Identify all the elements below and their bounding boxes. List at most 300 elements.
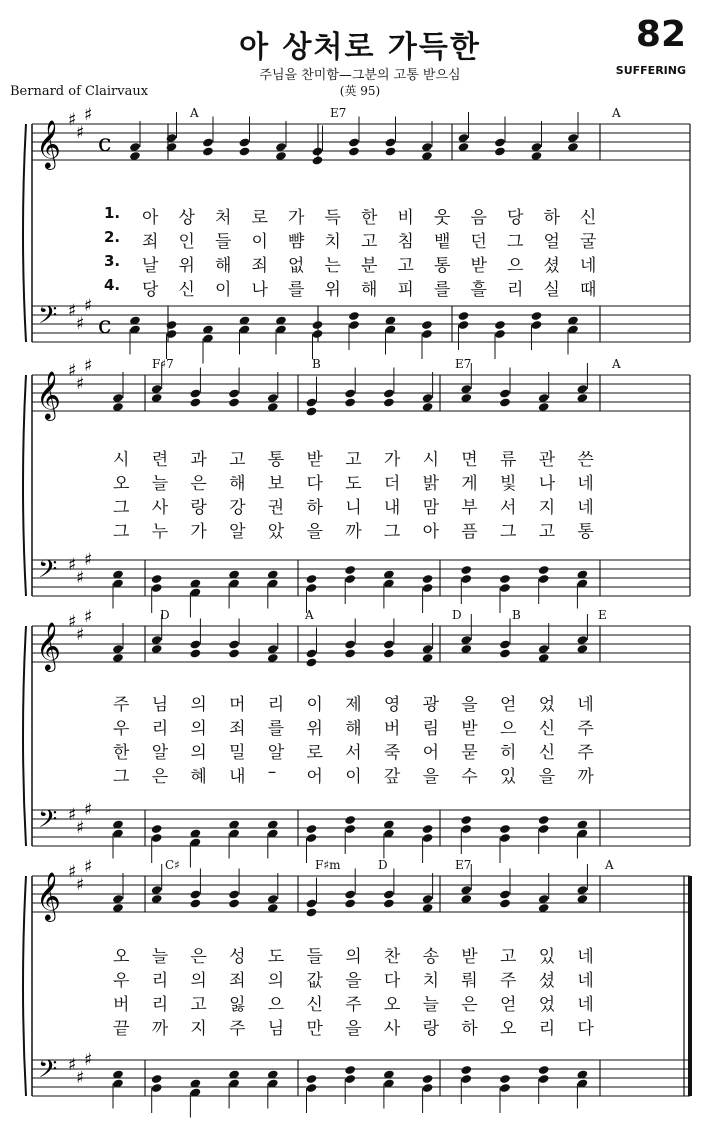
lyric-syllable: 던	[470, 232, 487, 252]
bass-clef-icon: 𝄢	[38, 805, 58, 840]
lyric-syllable: 위	[178, 256, 195, 276]
lyric-syllable: 치	[422, 971, 440, 991]
key-signature-sharp: ♯	[76, 314, 85, 334]
lyric-syllable: 의	[190, 719, 207, 739]
lyric-syllable: 쓴	[577, 450, 594, 470]
note-head	[151, 1083, 163, 1093]
lyric-syllable: 의	[190, 971, 207, 991]
lyric-syllable: 은	[461, 995, 478, 1015]
note-head	[499, 583, 511, 593]
note-head	[306, 583, 318, 593]
lyric-syllable: 우	[113, 719, 130, 739]
note-head	[460, 574, 472, 584]
note-head	[499, 889, 511, 899]
note-head	[306, 898, 318, 908]
note-head	[383, 388, 395, 398]
lyric-syllable: 리	[151, 971, 169, 991]
note-head	[306, 833, 318, 843]
note-head	[344, 815, 356, 825]
lyric-syllable: 뱉	[434, 232, 451, 252]
hymn-category: SUFFERING	[615, 64, 686, 77]
lyric-syllable: 관	[538, 450, 556, 470]
lyric-syllable: 고	[345, 450, 362, 470]
lyric-syllable: 얻	[500, 695, 517, 715]
key-signature-sharp: ♯	[76, 875, 85, 895]
lyric-syllable: 득	[324, 208, 341, 228]
lyric-syllable: 처	[215, 208, 232, 228]
note-head	[348, 146, 360, 156]
lyric-syllable: 의	[190, 695, 207, 715]
lyric-syllable: 주	[113, 695, 130, 715]
note-head	[499, 639, 511, 649]
lyric-syllable: 주	[229, 1019, 246, 1039]
lyric-syllable: 갚	[383, 767, 401, 787]
note-head	[499, 574, 511, 584]
lyric-syllable: 신	[538, 743, 556, 763]
note-head	[460, 1065, 472, 1075]
lyric-syllable: 을	[306, 522, 323, 542]
lyric-syllable: 강	[229, 498, 246, 518]
lyric-syllable: 한	[361, 208, 378, 228]
lyric-syllable: 밝	[422, 474, 440, 494]
lyric-syllable: 신	[580, 208, 597, 228]
lyric-syllable: 받	[306, 450, 323, 470]
lyric-syllable: 침	[397, 232, 414, 252]
chord-symbol: D	[452, 608, 462, 622]
brace	[23, 375, 26, 596]
chord-symbol: A	[190, 106, 199, 120]
lyric-syllable: 고	[397, 256, 414, 276]
note-head	[189, 397, 201, 407]
note-head	[228, 898, 240, 908]
note-head	[306, 648, 318, 658]
lyric-syllable: 날	[142, 256, 159, 276]
note-head	[228, 388, 240, 398]
lyric-syllable: 보	[267, 474, 285, 494]
lyric-syllable: 다	[577, 1019, 594, 1039]
lyric-syllable: 빛	[500, 474, 517, 494]
note-head	[499, 648, 511, 658]
chord-symbol: E7	[455, 357, 472, 371]
lyric-syllable: 고	[190, 995, 207, 1015]
note-head	[460, 824, 472, 834]
lyric-syllable: 광	[422, 695, 440, 715]
note-head	[348, 320, 360, 330]
lyric-syllable: 성	[229, 947, 246, 967]
note-head	[306, 406, 318, 416]
key-signature-sharp: ♯	[84, 607, 93, 627]
lyric-syllable: 더	[383, 474, 401, 494]
bass-clef-icon: 𝄢	[38, 301, 58, 336]
note-head	[344, 648, 356, 658]
note-head	[422, 1074, 434, 1084]
lyric-syllable: 니	[345, 498, 362, 518]
lyric-syllable: 로	[306, 743, 323, 763]
lyric-syllable: 부	[461, 498, 478, 518]
lyric-syllable: 오	[383, 995, 401, 1015]
lyric-syllable: 까	[577, 767, 594, 787]
lyric-syllable: 받	[470, 256, 487, 276]
note-head	[499, 1074, 511, 1084]
lyric-syllable: 웃	[434, 208, 451, 228]
note-head	[422, 833, 434, 843]
lyric-syllable: 랑	[422, 1019, 440, 1039]
lyric-syllable: 오	[113, 947, 130, 967]
lyric-syllable: 죄	[229, 971, 246, 991]
note-head	[494, 146, 506, 156]
lyric-syllable: 통	[267, 450, 285, 470]
lyric-syllable: 네	[577, 971, 594, 991]
lyric-syllable: 은	[190, 947, 207, 967]
lyric-syllable: 신	[538, 719, 556, 739]
lyric-syllable: 히	[500, 743, 517, 763]
lyric-syllable: 까	[151, 1019, 169, 1039]
hymn-title: 아 상처로 가득한	[239, 30, 481, 65]
note-head	[312, 329, 324, 339]
key-signature-sharp: ♯	[84, 800, 93, 820]
key-signature-sharp: ♯	[68, 110, 77, 130]
lyric-syllable: 님	[267, 1019, 285, 1039]
lyric-syllable: 사	[383, 1019, 401, 1039]
note-head	[422, 583, 434, 593]
lyric-syllable: 랑	[190, 498, 207, 518]
lyric-syllable: 지	[538, 498, 556, 518]
lyric-syllable: 의	[190, 743, 207, 763]
lyric-syllable: 리	[538, 1019, 556, 1039]
lyric-syllable: 고	[538, 522, 556, 542]
note-head	[460, 815, 472, 825]
lyric-syllable: 버	[383, 719, 401, 739]
lyric-syllable: 네	[577, 498, 594, 518]
treble-clef-icon: 𝄞	[36, 119, 61, 168]
note-head	[189, 388, 201, 398]
lyric-syllable: 었	[538, 995, 556, 1015]
lyric-syllable: 늘	[151, 947, 169, 967]
lyric-syllable: 해	[361, 280, 378, 300]
lyric-syllable: 찬	[383, 947, 401, 967]
lyric-syllable: 를	[288, 280, 305, 300]
chord-symbol: A	[605, 858, 614, 872]
note-head	[189, 639, 201, 649]
lyric-syllable: 신	[306, 995, 323, 1015]
note-head	[306, 574, 318, 584]
lyric-syllable: 값	[306, 971, 323, 991]
lyric-syllable: 네	[577, 947, 594, 967]
key-signature-sharp: ♯	[68, 862, 77, 882]
note-head	[306, 657, 318, 667]
chord-symbol: A	[612, 106, 621, 120]
key-signature-sharp: ♯	[76, 568, 85, 588]
chord-symbol: E	[598, 608, 607, 622]
lyric-syllable: 해	[345, 719, 362, 739]
hymn-author: Bernard of Clairvaux	[10, 84, 149, 99]
note-head	[422, 574, 434, 584]
lyric-syllable: 었	[538, 695, 556, 715]
note-head	[306, 907, 318, 917]
lyric-syllable: 내	[383, 498, 401, 518]
lyric-syllable: 하	[306, 498, 323, 518]
lyric-syllable: 당	[507, 208, 524, 228]
lyric-syllable: 밀	[229, 743, 246, 763]
note-head	[202, 146, 214, 156]
lyric-syllable: 이	[251, 232, 268, 252]
note-head	[422, 1083, 434, 1093]
note-head	[344, 889, 356, 899]
lyric-syllable: 리	[151, 995, 169, 1015]
lyric-syllable: 이	[306, 695, 323, 715]
chord-symbol: A	[612, 357, 621, 371]
note-head	[538, 824, 550, 834]
verse-number: 3.	[104, 252, 121, 270]
chord-symbol: B	[512, 608, 521, 622]
chord-symbol: D	[160, 608, 170, 622]
lyric-syllable: 까	[345, 522, 362, 542]
key-signature-sharp: ♯	[68, 805, 77, 825]
note-head	[202, 137, 214, 147]
lyric-syllable: 아	[142, 208, 159, 228]
lyric-syllable: 를	[434, 280, 451, 300]
bass-clef-icon: 𝄢	[38, 555, 58, 590]
note-head	[460, 1074, 472, 1084]
note-head	[166, 329, 178, 339]
key-signature-sharp: ♯	[68, 612, 77, 632]
lyric-syllable: 네	[580, 256, 597, 276]
time-signature: c	[98, 311, 112, 339]
hymn-subtitle: 주님을 찬미함—그분의 고통 받으심	[259, 68, 461, 83]
note-head	[383, 889, 395, 899]
lyric-syllable: 서	[345, 743, 362, 763]
lyric-syllable: 주	[577, 719, 594, 739]
key-signature-sharp: ♯	[68, 301, 77, 321]
note-head	[385, 146, 397, 156]
chord-symbol: E7	[330, 106, 347, 120]
lyric-syllable: 알	[151, 743, 169, 763]
lyric-syllable: 비	[397, 208, 414, 228]
lyric-syllable: 지	[190, 1019, 207, 1039]
lyric-syllable: 고	[361, 232, 378, 252]
lyric-syllable: 피	[397, 280, 414, 300]
hymn-number: 82	[635, 14, 686, 55]
lyric-syllable: 혜	[190, 767, 207, 787]
lyric-syllable: 주	[577, 743, 594, 763]
treble-clef-icon: 𝄞	[36, 370, 61, 419]
note-head	[499, 824, 511, 834]
key-signature-sharp: ♯	[84, 296, 93, 316]
key-signature-sharp: ♯	[84, 356, 93, 376]
lyric-syllable: 오	[113, 474, 130, 494]
lyric-syllable: 픔	[461, 522, 478, 542]
lyric-syllable: 있	[500, 767, 517, 787]
verse-number: 1.	[104, 204, 121, 222]
lyric-syllable: 리	[267, 695, 285, 715]
key-signature-sharp: ♯	[84, 550, 93, 570]
lyric-syllable: 굴	[580, 232, 597, 252]
note-head	[383, 397, 395, 407]
lyric-syllable: 이	[215, 280, 232, 300]
note-head	[383, 639, 395, 649]
note-head	[538, 815, 550, 825]
lyric-syllable: 내	[229, 767, 246, 787]
note-head	[151, 833, 163, 843]
chord-symbol: D	[378, 858, 388, 872]
lyric-syllable: 아	[422, 522, 440, 542]
lyric-syllable: 서	[500, 498, 517, 518]
note-head	[306, 397, 318, 407]
lyric-syllable: 를	[267, 719, 285, 739]
lyric-syllable: 우	[113, 971, 130, 991]
lyric-syllable: 도	[345, 474, 362, 494]
lyric-syllable: 리	[507, 280, 524, 300]
key-signature-sharp: ♯	[76, 1068, 85, 1088]
note-head	[344, 639, 356, 649]
lyric-syllable: 그	[500, 522, 517, 542]
lyric-syllable: 하	[543, 208, 560, 228]
chord-symbol: A	[305, 608, 314, 622]
lyric-syllable: 흘	[470, 280, 487, 300]
lyric-syllable: 어	[306, 767, 323, 787]
lyric-syllable: 그	[507, 232, 524, 252]
lyric-syllable: 권	[267, 498, 285, 518]
note-head	[151, 1074, 163, 1084]
lyric-syllable: 신	[178, 280, 195, 300]
lyric-syllable: 오	[500, 1019, 517, 1039]
note-head	[239, 146, 251, 156]
verse-number: 4.	[104, 276, 121, 294]
note-head	[344, 388, 356, 398]
key-signature-sharp: ♯	[76, 374, 85, 394]
note-head	[344, 1065, 356, 1075]
key-signature-sharp: ♯	[84, 857, 93, 877]
note-head	[344, 1074, 356, 1084]
lyric-syllable: 묻	[461, 743, 478, 763]
note-head	[151, 583, 163, 593]
lyric-syllable: 나	[538, 474, 556, 494]
lyric-syllable: 들	[306, 947, 323, 967]
lyric-syllable: 잃	[229, 995, 246, 1015]
treble-clef-icon: 𝄞	[36, 621, 61, 670]
note-head	[538, 1074, 550, 1084]
note-head	[531, 311, 543, 321]
lyric-syllable: 으	[267, 995, 285, 1015]
lyric-syllable: 이	[345, 767, 362, 787]
verse-number: 2.	[104, 228, 121, 246]
note-head	[189, 648, 201, 658]
lyric-syllable: 으	[500, 719, 517, 739]
lyric-syllable: 통	[577, 522, 594, 542]
note-head	[458, 311, 470, 321]
note-head	[312, 146, 324, 156]
note-head	[344, 565, 356, 575]
lyric-syllable: 의	[345, 947, 362, 967]
note-head	[306, 1083, 318, 1093]
lyric-syllable: 통	[434, 256, 451, 276]
chord-symbol: F♯m	[315, 858, 341, 872]
note-head	[494, 137, 506, 147]
chord-symbol: E7	[455, 858, 472, 872]
lyric-syllable: 알	[267, 743, 285, 763]
lyric-syllable: 시	[422, 450, 440, 470]
lyric-syllable: 만	[306, 1019, 323, 1039]
brace	[23, 876, 26, 1096]
note-head	[228, 397, 240, 407]
lyric-syllable: 어	[422, 743, 440, 763]
note-head	[228, 889, 240, 899]
lyric-syllable: 게	[461, 474, 478, 494]
lyric-syllable: 셨	[538, 971, 556, 991]
lyric-syllable: 과	[190, 450, 207, 470]
note-head	[538, 565, 550, 575]
lyric-syllable: 련	[151, 450, 169, 470]
lyric-syllable: 위	[324, 280, 341, 300]
note-head	[383, 898, 395, 908]
lyric-syllable: 상	[178, 208, 195, 228]
lyric-syllable: 았	[267, 522, 285, 542]
lyric-syllable: 그	[113, 767, 130, 787]
note-head	[499, 1083, 511, 1093]
note-head	[344, 574, 356, 584]
lyric-syllable: 고	[229, 450, 246, 470]
key-signature-sharp: ♯	[76, 625, 85, 645]
lyric-syllable: 제	[345, 695, 362, 715]
note-head	[239, 137, 251, 147]
lyric-syllable: 죽	[383, 743, 401, 763]
bass-clef-icon: 𝄢	[38, 1055, 58, 1090]
lyric-syllable: 가	[288, 208, 305, 228]
lyric-syllable: 해	[215, 256, 232, 276]
chord-symbol: C♯	[165, 858, 180, 872]
lyric-syllable: 수	[461, 767, 478, 787]
lyric-syllable: 얻	[500, 995, 517, 1015]
key-signature-sharp: ♯	[76, 123, 85, 143]
lyric-syllable: 은	[151, 767, 169, 787]
lyric-syllable: 림	[422, 719, 440, 739]
lyric-syllable: 한	[113, 743, 130, 763]
lyric-syllable: 사	[151, 498, 169, 518]
note-head	[348, 137, 360, 147]
lyric-syllable: 누	[151, 522, 169, 542]
lyric-syllable: 시	[113, 450, 130, 470]
note-head	[531, 320, 543, 330]
note-head	[189, 889, 201, 899]
lyric-syllable: 는	[324, 256, 341, 276]
note-head	[494, 320, 506, 330]
note-head	[499, 833, 511, 843]
lyric-syllable: 맘	[422, 498, 440, 518]
note-head	[499, 898, 511, 908]
lyric-syllable: 님	[151, 695, 169, 715]
hymn-reference: (英 95)	[339, 84, 381, 98]
note-head	[460, 565, 472, 575]
lyric-syllable: 죄	[251, 256, 268, 276]
lyric-syllable: 을	[461, 695, 478, 715]
lyric-syllable: 도	[267, 947, 285, 967]
note-head	[421, 320, 433, 330]
lyric-syllable: 영	[383, 695, 401, 715]
lyric-syllable: 네	[577, 695, 594, 715]
lyric-syllable: 을	[538, 767, 556, 787]
lyric-syllable: 셨	[543, 256, 560, 276]
lyric-syllable: 버	[113, 995, 130, 1015]
lyric-syllable: 때	[580, 280, 597, 300]
lyric-syllable: –	[267, 762, 277, 782]
lyric-syllable: 네	[577, 995, 594, 1015]
lyric-syllable: 고	[500, 947, 517, 967]
note-head	[385, 137, 397, 147]
lyric-syllable: 가	[383, 450, 401, 470]
lyric-syllable: 음	[470, 208, 487, 228]
lyric-syllable: 그	[383, 522, 401, 542]
lyric-syllable: 류	[500, 450, 517, 470]
